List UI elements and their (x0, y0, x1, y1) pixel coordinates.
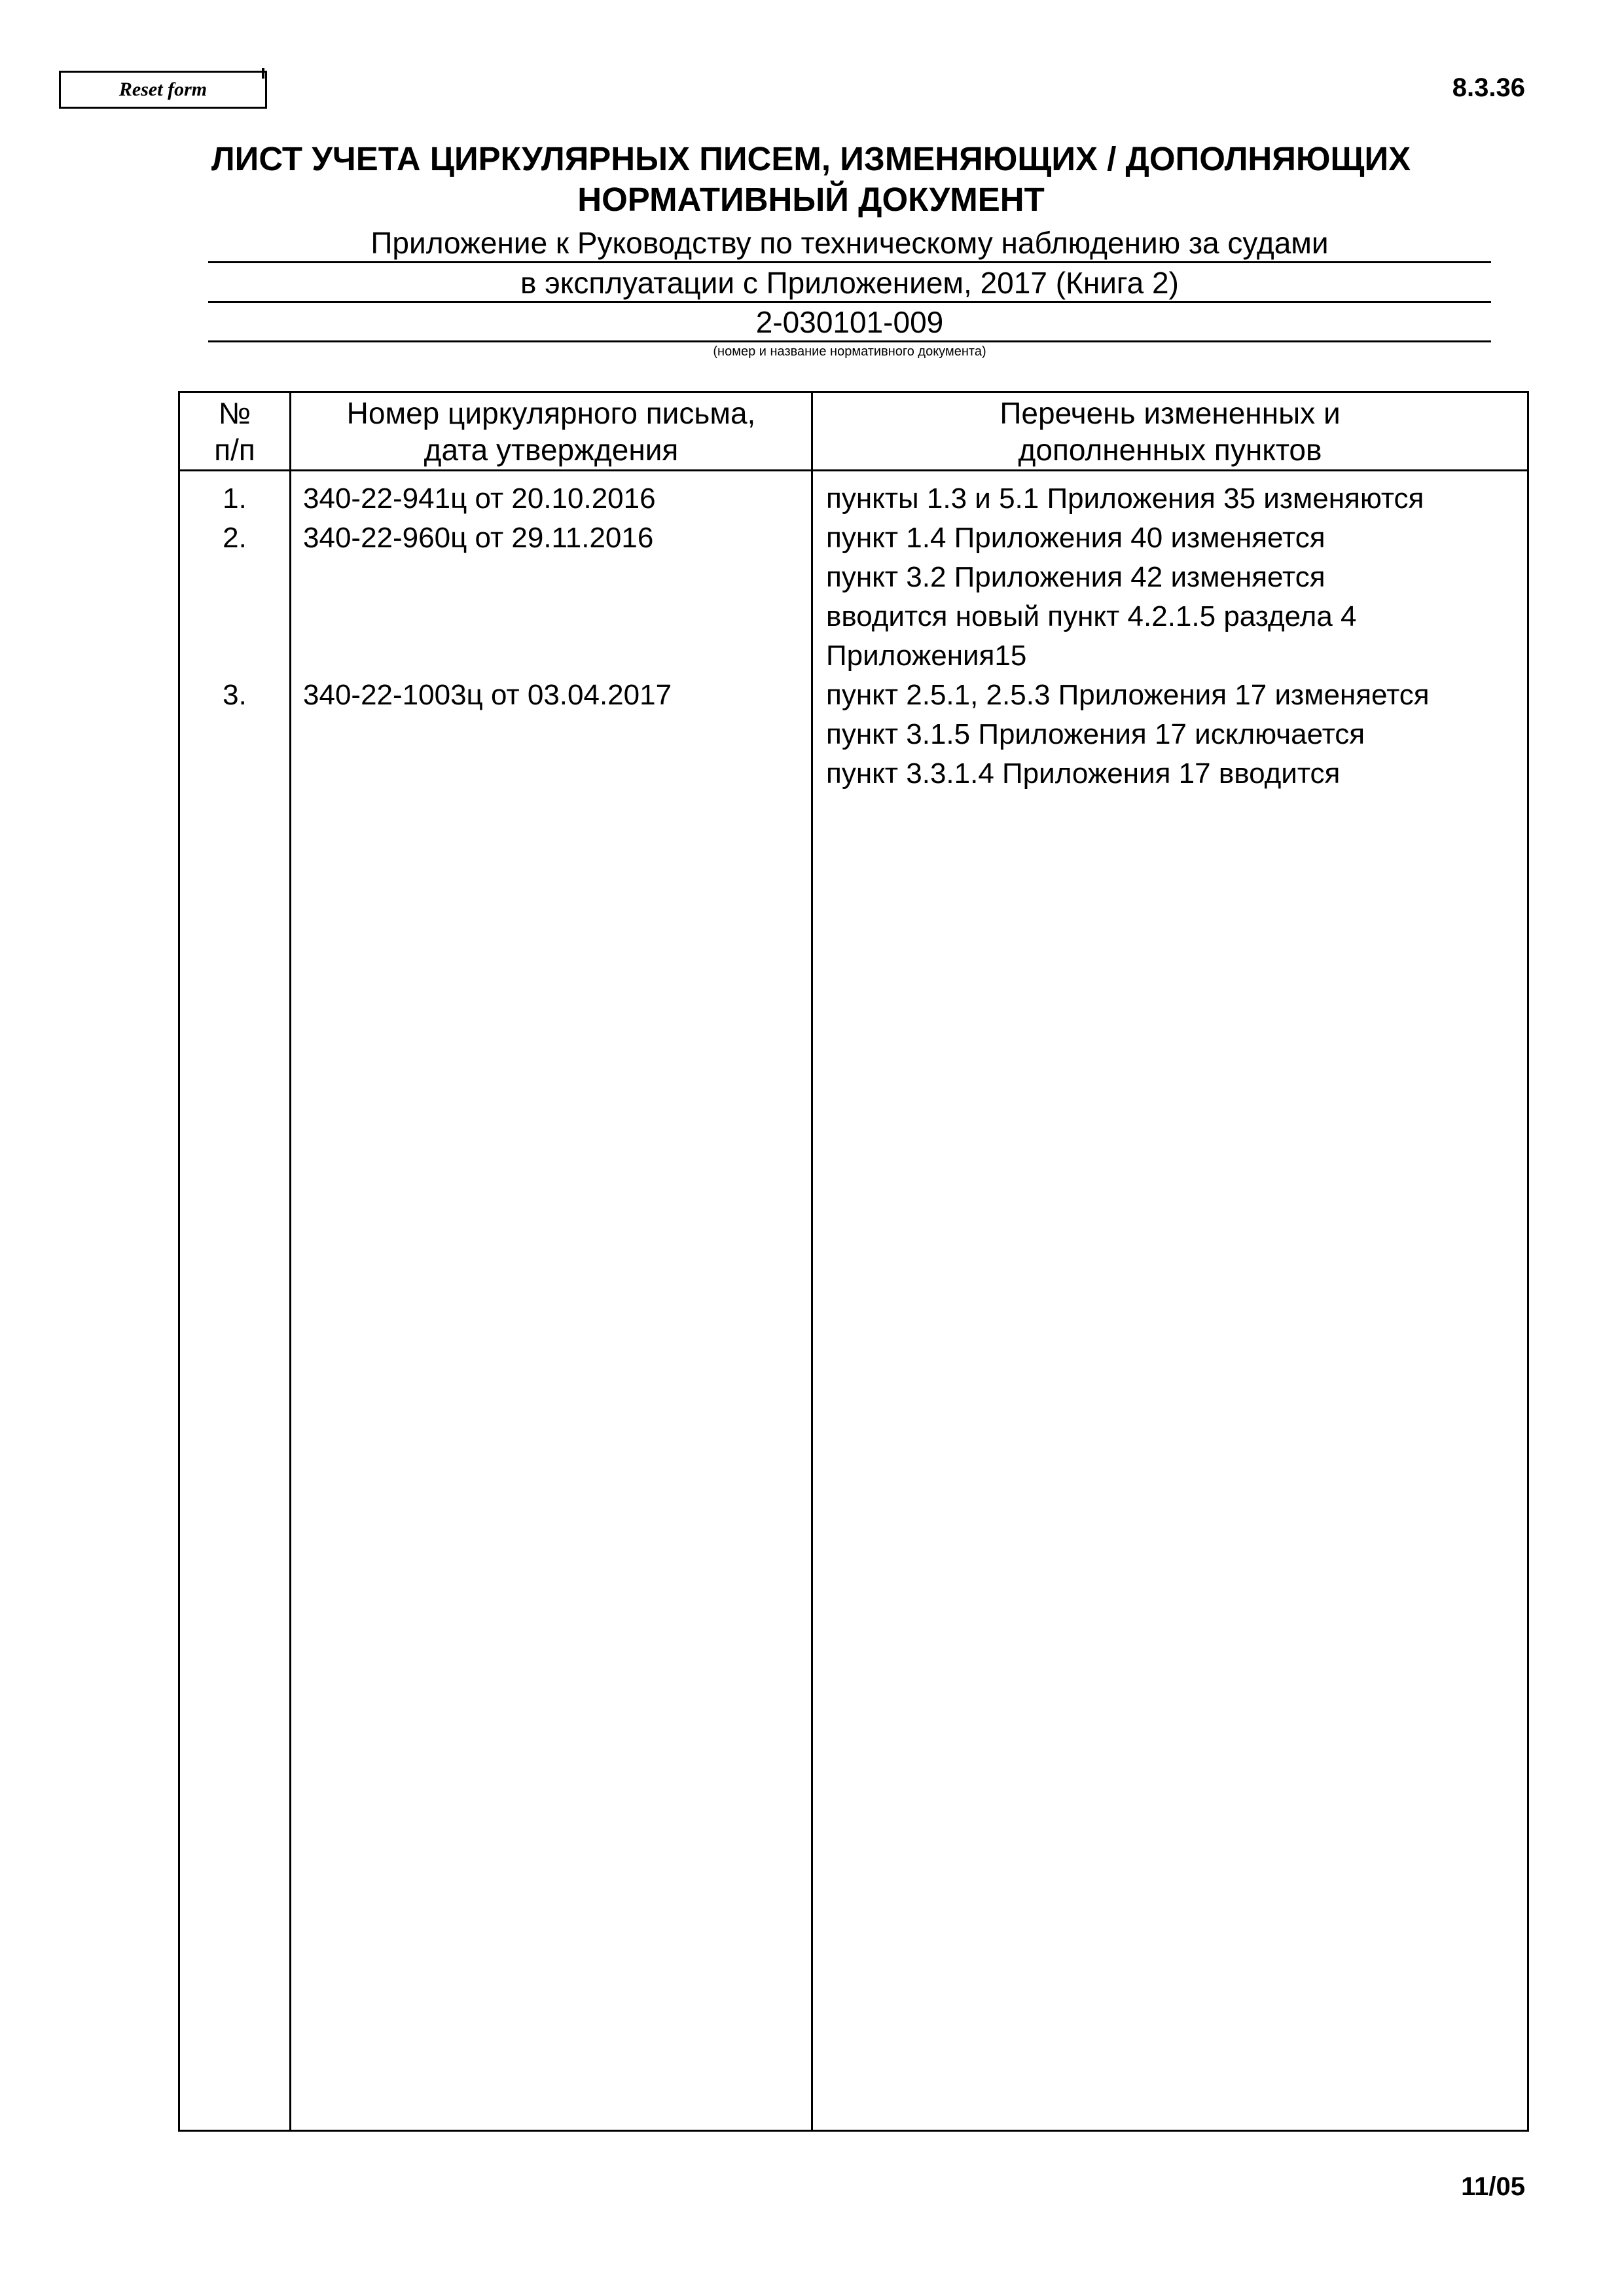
row-2-change-1: пункт 1.4 Приложения 40 изменяется (826, 522, 1325, 554)
header-number-line-1: № (218, 395, 251, 430)
letter-column (291, 471, 812, 2131)
header-number (179, 392, 291, 471)
reset-form-marker (262, 68, 264, 79)
number-column (179, 471, 291, 2131)
page-title-line-2: НОРМАТИВНЫЙ ДОКУМЕНТ (577, 181, 1045, 218)
row-3-letter: 340-22-1003ц от 03.04.2017 (303, 679, 672, 711)
page-number: 11/05 (1461, 2172, 1525, 2201)
document-name-line-2: в эксплуатации с Приложением, 2017 (Книга 2) (208, 264, 1491, 303)
table-body-row (179, 471, 1528, 2131)
header-number-line-2: п/п (214, 432, 255, 467)
row-1-letter: 340-22-941ц от 20.10.2016 (303, 483, 656, 515)
row-2-change-3: вводится новый пункт 4.2.1.5 раздела 4 (826, 600, 1357, 632)
header-changes-line-2: дополненных пунктов (1018, 432, 1322, 467)
page-title (0, 139, 1622, 220)
row-2-letter: 340-22-960ц от 29.11.2016 (303, 522, 654, 554)
header-letter (291, 392, 812, 471)
row-3-number: 3. (223, 679, 247, 711)
document-caption: (номер и название нормативного документа) (713, 344, 986, 359)
row-1-change-1: пункты 1.3 и 5.1 Приложения 35 изменяются (826, 483, 1424, 515)
row-2-change-2: пункт 3.2 Приложения 42 изменяется (826, 561, 1325, 593)
header-letter-line-1: Номер циркулярного письма, (346, 395, 756, 430)
header-letter-line-2: дата утверждения (424, 432, 679, 467)
header-changes-line-1: Перечень измененных и (1000, 395, 1341, 430)
changes-column (812, 471, 1528, 2131)
row-2-change-4: Приложения15 (826, 640, 1027, 672)
row-2-number: 2. (223, 522, 247, 554)
document-number: 2-030101-009 (208, 304, 1491, 342)
row-3-change-3: пункт 3.3.1.4 Приложения 17 вводится (826, 757, 1341, 790)
header-changes (812, 392, 1528, 471)
document-code: 8.3.36 (1452, 73, 1525, 102)
document-name-line-1: Приложение к Руководству по техническому наблюдению за судами (208, 225, 1491, 263)
page-title-line-1: ЛИСТ УЧЕТА ЦИРКУЛЯРНЫХ ПИСЕМ, ИЗМЕНЯЮЩИХ / ДОПОЛНЯЮЩИХ (211, 140, 1411, 177)
row-3-change-1: пункт 2.5.1, 2.5.3 Приложения 17 изменяется (826, 679, 1430, 711)
row-1-number: 1. (223, 483, 247, 515)
row-3-change-2: пункт 3.1.5 Приложения 17 исключается (826, 718, 1365, 750)
circular-letters-table (178, 391, 1529, 2132)
reset-form-button[interactable]: Reset form (59, 71, 267, 109)
table-header-row (179, 392, 1528, 471)
